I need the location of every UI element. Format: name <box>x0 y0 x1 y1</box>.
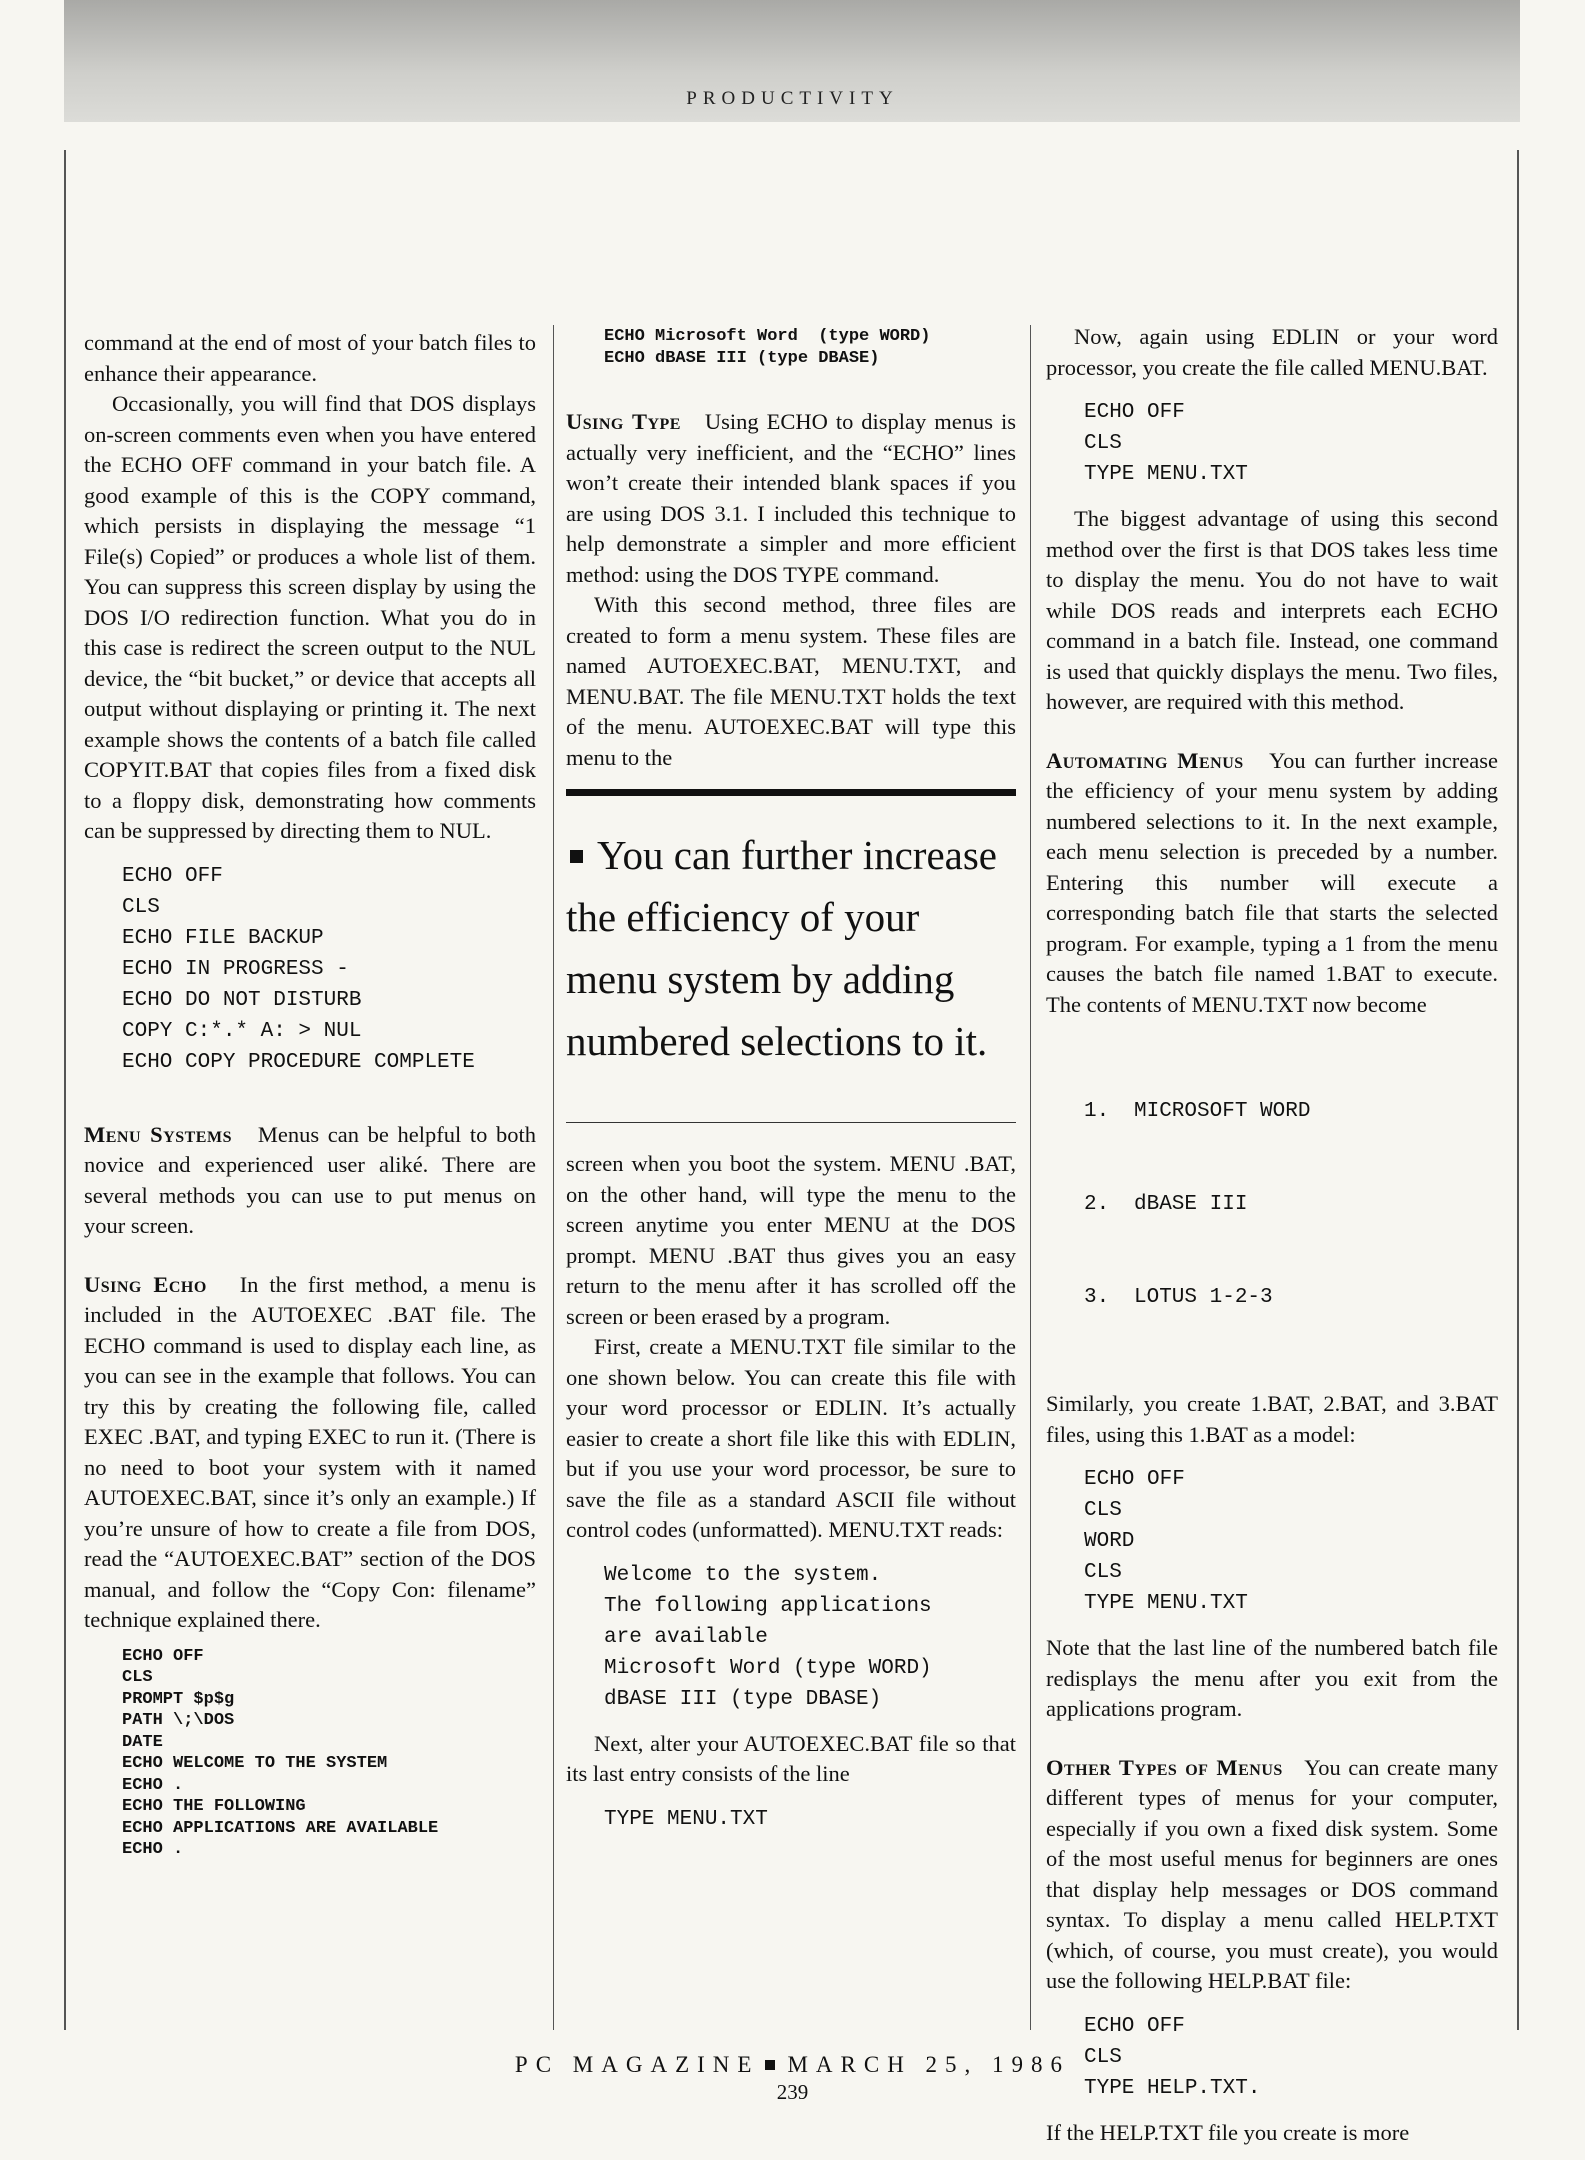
numbered-menu-list <box>1084 1034 1498 1375</box>
paragraph-menu-systems: Menu Systems Menus can be helpful to both novice and experienced user aliké. There are several methods you can use to put menus on your screen. <box>84 1121 536 1238</box>
subhead-other-menus: Other Types of Menus <box>1046 1754 1283 1780</box>
code-block-1-bat: ECHO OFF CLS WORD CLS TYPE MENU.TXT <box>1084 1468 1248 1615</box>
code-block-help-bat: ECHO OFF CLS TYPE HELP.TXT. <box>1084 2014 1261 2100</box>
paragraph: First, create a MENU.TXT file similar to the one shown below. You can create this file with your word processor or EDLIN. It’s actually easier to create a short file like this with EDLIN, but if you use your word processor, be sure to save the file as a standard ASCII file without control codes (unformatted). MENU.TXT reads: <box>566 1334 1016 1542</box>
pull-quote <box>566 789 1016 1123</box>
list-item: 2. dBASE III <box>1084 1193 1248 1216</box>
subhead-menu-systems: Menu Systems <box>84 1121 232 1147</box>
paragraph-using-type: Using Type Using ECHO to display menus is actually very inefficient, and the “ECHO” lines won’t create their intended blank spaces if you are using DOS 3.1. I included this technique to help demonstrate a simpler and more efficient method: using the DOS TYPE command. <box>566 409 1016 587</box>
paragraph: command at the end of most of your batch files to enhance their appearance. <box>84 330 536 386</box>
paragraph: Occasionally, you will find that DOS displays on-screen comments even when you have entered the ECHO OFF command in your batch file. A good example of this is the COPY command, which persists in displaying the message “1 File(s) Copied” or produces a whole list of them. You can suppress this screen display by using the DOS I/O redirection function. What you do in this case is redirect the screen output to the NUL device, the “bit bucket,” or device that accepts all output without displaying or printing it. The next example shows the contents of a batch file called COPYIT.BAT that copies files from a fixed disk to a floppy disk, demonstrating how comments can be suppressed by directing them to NUL. <box>84 391 536 843</box>
column-divider-1 <box>553 325 554 2030</box>
paragraph: Next, alter your AUTOEXEC.BAT file so that its last entry consists of the line <box>566 1730 1016 1786</box>
subhead-automating-menus: Automating Menus <box>1046 747 1244 773</box>
code-block-copyit: ECHO OFF CLS ECHO FILE BACKUP ECHO IN PROGRESS - ECHO DO NOT DISTURB COPY C:*.* A: > NUL ECHO COPY PROCEDURE COMPLETE <box>122 864 475 1074</box>
column-rule-left <box>64 150 66 2030</box>
column-rule-right <box>1517 150 1519 2030</box>
list-item: 1. MICROSOFT WORD <box>1084 1100 1311 1123</box>
pull-quote-text: You can further increase the efficiency of your menu system by adding numbered selections to it. <box>566 832 997 1064</box>
paragraph: The biggest advantage of using this second method over the first is that DOS takes less time to display the menu. You do not have to wait while DOS reads and interprets each ECHO command in a batch file. Instead, one command is used that quickly displays the menu. Two files, however, are required with this method. <box>1046 506 1498 714</box>
code-block-echo-top: ECHO Microsoft Word (type WORD) ECHO dBASE III (type DBASE) <box>604 327 931 368</box>
paragraph: Note that the last line of the numbered batch file redisplays the menu after you exit from the applications program. <box>1046 1635 1498 1721</box>
paragraph-automating-menus: Automating Menus You can further increase the efficiency of your menu system by adding numbered selections to it. In the next example, each menu selection is preceded by a number. Entering this number will execute a corresponding batch file that starts the selected program. For example, typing a 1 from the menu causes the batch file named 1.BAT to execute. The contents of MENU.TXT now become <box>1046 747 1498 1017</box>
column-1 <box>84 328 536 1871</box>
bullet-square-icon <box>570 850 583 863</box>
list-item: 3. LOTUS 1-2-3 <box>1084 1286 1273 1309</box>
column-2 <box>566 322 1016 1849</box>
column-divider-2 <box>1030 325 1031 2030</box>
code-block-type-menu: TYPE MENU.TXT <box>604 1807 768 1831</box>
page-number: 239 <box>776 2080 809 2104</box>
code-block-menu-bat: ECHO OFF CLS TYPE MENU.TXT <box>1084 401 1248 486</box>
section-label: PRODUCTIVITY <box>686 88 899 109</box>
paragraph-other-menus: Other Types of Menus You can create many different types of menus for your computer, especially if you own a fixed disk system. Some of the most useful menus for beginners are ones that display help messages or DOS command syntax. To display a menu called HELP.TXT (which, of course, you must create), you would use the following HELP.BAT file: <box>1046 1754 1498 1993</box>
paragraph: Now, again using EDLIN or your word processor, you create the file called MENU.BAT. <box>1046 324 1498 380</box>
footer-bullet-icon <box>765 2060 775 2070</box>
subhead-using-type: Using Type <box>566 409 681 434</box>
paragraph: If the HELP.TXT file you create is more <box>1046 2119 1410 2145</box>
footer-publication: PC MAGAZINE MARCH 25, 1986 <box>514 2052 1071 2077</box>
code-block-menu-txt: Welcome to the system. The following applications are available Microsoft Word (type WORD) dBASE III (type DBASE) <box>604 1563 932 1711</box>
paragraph: screen when you boot the system. MENU .BAT, on the other hand, will type the menu to the screen anytime you enter MENU at the DOS prompt. MENU .BAT thus gives you an easy return to the menu after it has scrolled off the screen or been erased by a program. <box>566 1151 1016 1329</box>
code-block-exec: ECHO OFF CLS PROMPT $p$g PATH \;\DOS DATE ECHO WELCOME TO THE SYSTEM ECHO . ECHO THE FOLLOWING ECHO APPLICATIONS ARE AVAILABLE ECHO . <box>122 1646 439 1859</box>
paragraph: Similarly, you create 1.BAT, 2.BAT, and 3.BAT files, using this 1.BAT as a model: <box>1046 1391 1498 1447</box>
paragraph: With this second method, three files are created to form a menu system. These files are named AUTOEXEC.BAT, MENU.TXT, and MENU.BAT. The file MENU.TXT holds the text of the menu. AUTOEXEC.BAT will type this menu to the <box>566 592 1016 770</box>
column-3 <box>1046 322 1498 2148</box>
subhead-using-echo: Using Echo <box>84 1271 207 1297</box>
paragraph-using-echo: Using Echo In the first method, a menu is included in the AUTOEXEC .BAT file. The ECHO command is used to display each line, as you can see in the example that follows. You can try this by creating the following file, called EXEC .BAT, and typing EXEC to run it. (There is no need to boot your system with it named AUTOEXEC.BAT, since it’s only an example.) If you’re unsure of how to create a file from DOS, read the “AUTOEXEC.BAT” section of the DOS manual, and follow the “Copy Con: filename” technique explained there. <box>84 1271 537 1632</box>
